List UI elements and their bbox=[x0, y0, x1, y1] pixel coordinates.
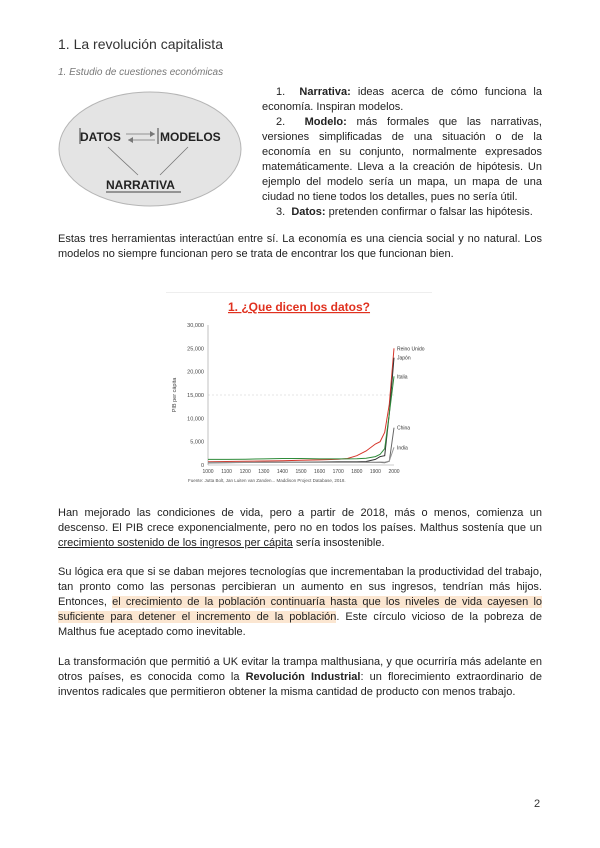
diagram-datos: DATOS bbox=[80, 130, 121, 144]
tools-diagram bbox=[58, 90, 243, 208]
series-label: Japón bbox=[397, 355, 411, 362]
page-number: 2 bbox=[534, 798, 541, 810]
y-axis-label: PIB per cápita bbox=[172, 377, 178, 413]
x-tick-label: 1700 bbox=[332, 469, 344, 475]
section-subtitle: 1. Estudio de cuestiones económicas bbox=[58, 67, 224, 78]
paragraph-malthus: Han mejorado las condiciones de vida, pero a partir de 2018, más o menos, comienza un descenso. El PIB crece exponencialmente, pero no en todos los países. Malthus sostenía que un crecimiento sostenido de los ingresos per cápita sería insostenible. bbox=[58, 507, 542, 549]
diagram-modelos: MODELOS bbox=[160, 130, 221, 144]
list-item: 3. Datos: pretenden confirmar o falsar las hipótesis. bbox=[276, 206, 533, 218]
tools-list bbox=[262, 85, 542, 220]
y-tick-label: 10,000 bbox=[187, 416, 204, 423]
y-tick-label: 15,000 bbox=[187, 393, 204, 399]
bold-term: Revolución Industrial bbox=[245, 671, 361, 683]
chart-plot-area bbox=[172, 323, 425, 483]
series-label: Italia bbox=[397, 374, 408, 381]
list-item: 1. Narrativa: ideas acerca de cómo funciona la economía. Inspiran modelos. bbox=[262, 86, 542, 113]
x-tick-label: 2000 bbox=[388, 469, 400, 475]
y-tick-label: 30,000 bbox=[187, 323, 204, 329]
x-tick-label: 1500 bbox=[295, 469, 307, 475]
diagram-narrativa: NARRATIVA bbox=[106, 178, 175, 192]
series-line-china bbox=[208, 428, 394, 463]
x-tick-label: 1400 bbox=[276, 469, 288, 475]
y-tick-label: 25,000 bbox=[187, 346, 204, 353]
paragraph-intro: Estas tres herramientas interactúan entre sí. La economía es una ciencia social y no natural. Los modelos no siempre funcionan pero se trata de encontrar los que funcionan bien. bbox=[58, 233, 542, 260]
underlined-text: crecimiento sostenido de los ingresos per cápita bbox=[58, 537, 293, 549]
series-line-japón bbox=[208, 358, 394, 463]
series-line-italia bbox=[208, 376, 394, 459]
x-tick-label: 1600 bbox=[314, 469, 326, 475]
y-tick-label: 20,000 bbox=[187, 369, 204, 376]
y-tick-label: 0 bbox=[200, 463, 204, 469]
x-tick-label: 1000 bbox=[202, 469, 214, 475]
x-tick-label: 1100 bbox=[221, 469, 232, 475]
paragraph-industrial-revolution: La transformación que permitió a UK evitar la trampa malthusiana, y que ocurriría más adelante en otros países, es conocida como la Revolución Industrial: un florecimiento extraordinario de inventos radicales que permitieron obtener la misma cantidad de producto con menos trabajo. bbox=[58, 656, 542, 698]
gdp-chart bbox=[166, 292, 432, 491]
paragraph-logic: Su lógica era que si se daban mejores tecnologías que incrementaban la productividad del trabajo, tan pronto como las personas percibieran un aumento en sus ingresos, tendrían más hijos. Entonces, el crecimiento de la población continuaría hasta que los niveles de vida cayesen lo suficiente para detener el incremento de la población. Este círculo vicioso de la pobreza de Malthus fue aceptado como inevitable. bbox=[58, 566, 543, 638]
page-title: 1. La revolución capitalista bbox=[58, 36, 223, 52]
list-item: 2. Modelo: más formales que las narrativas, versiones simplificadas de una situación o de la economía en su conjunto, normalmente expresados matemáticamente. Lleva a la creación de hipótesis. Un ejemplo del modelo sería un mapa, un mapa de una ciudad no tiene todos los detalles, pues no sería útil. bbox=[262, 116, 542, 203]
series-label: China bbox=[397, 425, 411, 432]
chart-source: Fuente: Jutta Bolt, Jan Luiten van Zanden... Maddison Project Database, 2018. bbox=[188, 478, 346, 483]
series-line-reino-unido bbox=[208, 348, 394, 461]
x-tick-label: 1800 bbox=[351, 469, 363, 475]
y-tick-label: 5,000 bbox=[190, 439, 204, 446]
chart-title: 1. ¿Que dicen los datos? bbox=[227, 300, 371, 314]
x-tick-label: 1900 bbox=[369, 469, 381, 475]
x-tick-label: 1200 bbox=[239, 469, 251, 475]
highlighted-text: el crecimiento de la población continuaría hasta que los niveles de vida cayesen lo suficiente para detener el incremento de la población bbox=[58, 596, 543, 623]
x-tick-label: 1300 bbox=[258, 469, 270, 475]
series-label: Reino Unido bbox=[397, 346, 425, 353]
series-label: India bbox=[397, 445, 408, 452]
